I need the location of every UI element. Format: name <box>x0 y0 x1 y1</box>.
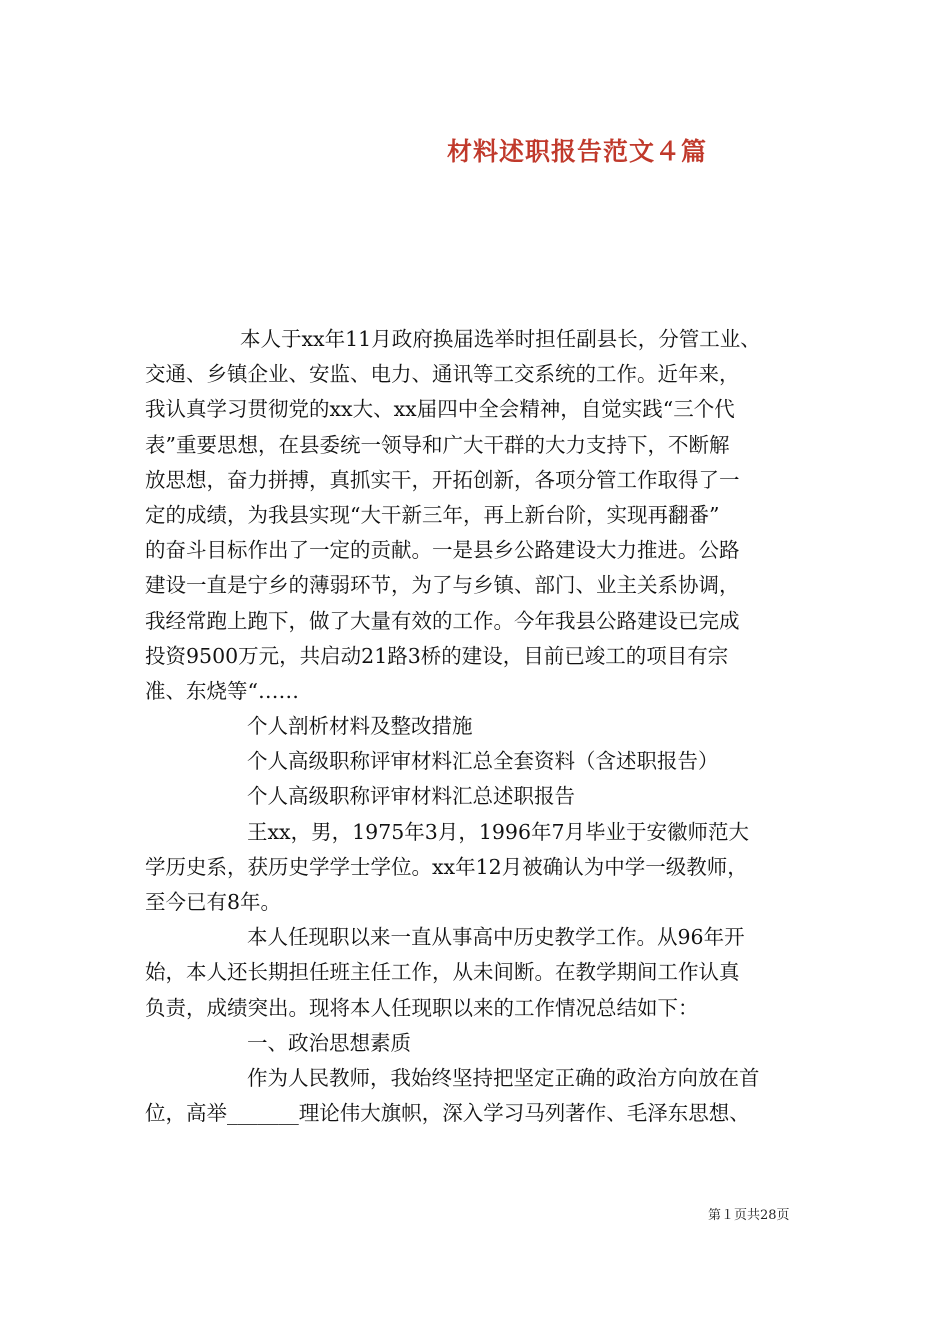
paragraph-line: 我认真学习贯彻党的xx大、xx届四中全会精神，自觉实践“三个代 <box>145 397 735 422</box>
section-heading: 个人高级职称评审材料汇总述职报告 <box>247 784 575 809</box>
section-heading: 一、政治思想素质 <box>247 1030 411 1055</box>
section-heading: 个人剖析材料及整改措施 <box>247 714 473 739</box>
paragraph-line: 至今已有8年。 <box>145 890 282 914</box>
paragraph-line: 负责，成绩突出。现将本人任现职以来的工作情况总结如下： <box>145 995 699 1020</box>
paragraph-line: 的奋斗目标作出了一定的贡献。一是县乡公路建设大力推进。公路 <box>145 538 740 563</box>
paragraph-line: 交通、乡镇企业、安监、电力、通讯等工交系统的工作。近年来， <box>145 362 740 387</box>
document-title-text: 材料述职报告范文４篇 <box>446 137 707 166</box>
paragraph-line: 作为人民教师，我始终坚持把坚定正确的政治方向放在首 <box>247 1065 760 1090</box>
document-title <box>0 132 950 168</box>
paragraph-line: 定的成绩，为我县实现“大干新三年，再上新台阶，实现再翻番” <box>145 502 720 527</box>
document-body <box>145 322 813 1131</box>
paragraph-line: 始，本人还长期担任班主任工作，从未间断。在教学期间工作认真 <box>145 960 740 985</box>
paragraph-line: 准、东烧等“…… <box>145 678 299 703</box>
paragraph-line: 建设一直是宁乡的薄弱环节，为了与乡镇、部门、业主关系协调， <box>145 573 740 598</box>
paragraph-line: 本人任现职以来一直从事高中历史教学工作。从96年开 <box>247 925 745 950</box>
paragraph-line: 本人于xx年11月政府换届选举时担任副县长，分管工业、 <box>240 327 761 351</box>
paragraph-line: 投资9500万元，共启动21路3桥的建设，目前已竣工的项目有宗 <box>145 643 729 668</box>
paragraph-line: 我经常跑上跑下，做了大量有效的工作。今年我县公路建设已完成 <box>145 608 740 633</box>
page-number: 第１页共28页 <box>708 1208 790 1223</box>
section-heading: 个人高级职称评审材料汇总全套资料（含述职报告） <box>247 749 719 774</box>
paragraph-line: 王xx，男，1975年3月，1996年7月毕业于安徽师范大 <box>247 819 750 844</box>
paragraph-line: 学历史系，获历史学学士学位。xx年12月被确认为中学一级教师， <box>145 854 748 879</box>
paragraph-line: 表”重要思想，在县委统一领导和广大干群的大力支持下，不断解 <box>145 432 730 457</box>
paragraph-line: 位，高举_______理论伟大旗帜，深入学习马列著作、毛泽东思想、 <box>145 1101 750 1126</box>
paragraph-line: 放思想，奋力拼搏，真抓实干，开拓创新，各项分管工作取得了一 <box>145 467 740 492</box>
